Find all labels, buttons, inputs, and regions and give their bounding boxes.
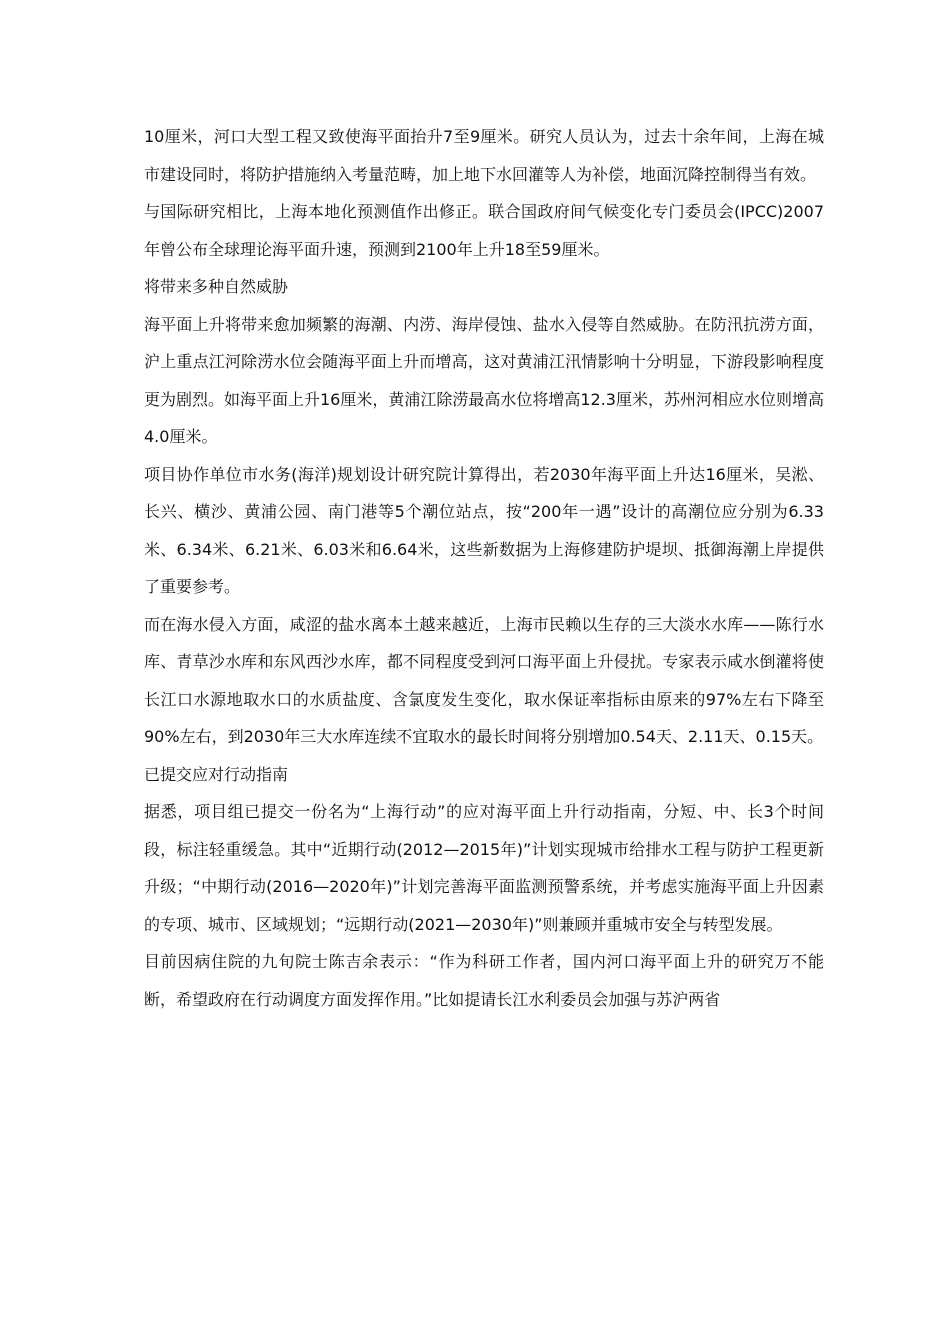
- paragraph-tide-levels: 项目协作单位市水务(海洋)规划设计研究院计算得出，若2030年海平面上升达16厘米，吴淞、长兴、横沙、黄浦公园、南门港等5个潮位站点，按“200年一遇”设计的高潮位应分别为6.33米、6.34米、6.21米、6.03米和6.64米，这些新数据为上海修建防护堤坝、抵御海潮上岸提供了重要参考。: [144, 464, 824, 596]
- paragraph-saltwater-intrusion: 而在海水侵入方面，咸涩的盐水离本土越来越近，上海市民赖以生存的三大淡水水库——陈行水库、青草沙水库和东风西沙水库，都不同程度受到河口海平面上升侵扰。专家表示咸水倒灌将使长江口水源地取水口的水质盐度、含氯度发生变化，取水保证率指标由原来的97%左右下降至90%左右，到2030年三大水库连续不宜取水的最长时间将分别增加0.54天、2.11天、0.15天。: [144, 614, 824, 746]
- paragraph-flood-impact: 海平面上升将带来愈加频繁的海潮、内涝、海岸侵蚀、盐水入侵等自然威胁。在防汛抗涝方面，沪上重点江河除涝水位会随海平面上升而增高，这对黄浦江汛情影响十分明显，下游段影响程度更为剧烈。如海平面上升16厘米，黄浦江除涝最高水位将增高12.3厘米，苏州河相应水位则增高4.0厘米。: [144, 314, 824, 446]
- document-body: [144, 118, 824, 1018]
- section-heading-natural-threats: 将带来多种自然威胁: [144, 277, 289, 296]
- paragraph-academician-quote: 目前因病住院的九旬院士陈吉余表示：“作为科研工作者，国内河口海平面上升的研究万不能断，希望政府在行动调度方面发挥作用。”比如提请长江水利委员会加强与苏沪两省: [144, 952, 824, 1009]
- section-heading-action-guide: 已提交应对行动指南: [144, 764, 289, 784]
- paragraph-shanghai-action: 据悉，项目组已提交一份名为“上海行动”的应对海平面上升行动指南，分短、中、长3个时间段，标注轻重缓急。其中“近期行动(2012—2015年)”计划实现城市给排水工程与防护工程更新升级；“中期行动(2016—2020年)”计划完善海平面监测预警系统，并考虑实施海平面上升因素的专项、城市、区域规划；“远期行动(2021—2030年)”则兼顾并重城市安全与转型发展。: [144, 802, 824, 934]
- paragraph-ipcc-comparison: 与国际研究相比，上海本地化预测值作出修正。联合国政府间气候变化专门委员会(IPCC)2007年曾公布全球理论海平面升速，预测到2100年上升18至59厘米。: [144, 202, 824, 259]
- paragraph-subsidence: 10厘米，河口大型工程又致使海平面抬升7至9厘米。研究人员认为，过去十余年间，上海在城市建设同时，将防护措施纳入考量范畴，加上地下水回灌等人为补偿，地面沉降控制得当有效。: [144, 127, 824, 184]
